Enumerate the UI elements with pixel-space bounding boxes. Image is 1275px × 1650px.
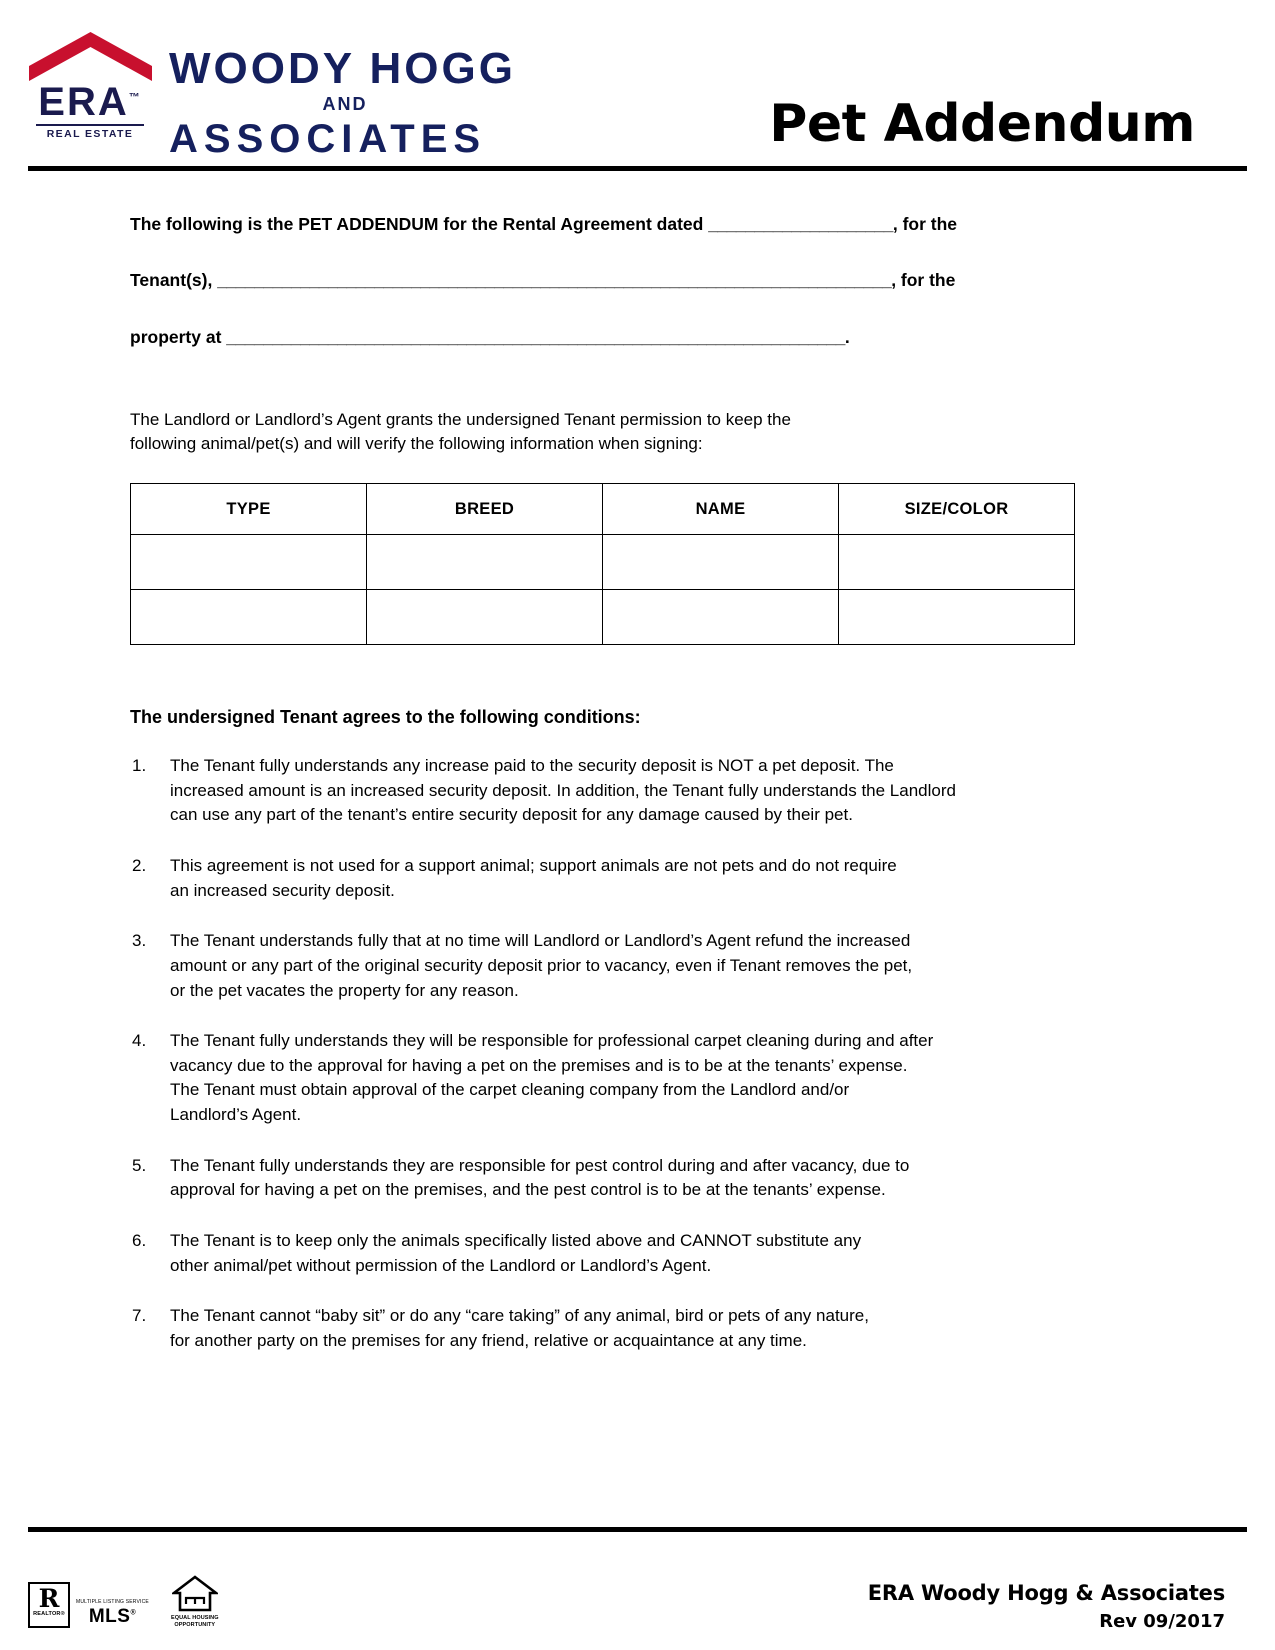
footer-company-block bbox=[868, 1581, 1225, 1632]
cell-type[interactable] bbox=[131, 535, 367, 590]
conditions-list bbox=[130, 754, 1175, 1354]
permission-line-1: The Landlord or Landlord’s Agent grants the undersigned Tenant permission to keep the bbox=[130, 409, 791, 429]
list-item-number: 3. bbox=[132, 931, 147, 951]
equal-housing-icon bbox=[171, 1574, 219, 1628]
list-item-line: an increased security deposit. bbox=[170, 880, 395, 900]
list-item-text bbox=[170, 1029, 1175, 1128]
intro-2-pre: Tenant(s), bbox=[130, 270, 218, 291]
list-item-text bbox=[170, 1154, 1175, 1203]
list-item-text bbox=[170, 929, 1175, 1003]
list-item-line: The Tenant must obtain approval of the carpet cleaning company from the Landlord and/or bbox=[170, 1080, 850, 1100]
list-item-number: 2. bbox=[132, 855, 147, 875]
list-item bbox=[130, 1229, 1175, 1278]
list-item-line: increased amount is an increased security deposit. In addition, the Tenant fully understands the Landlord bbox=[170, 780, 956, 800]
list-item-line: amount or any part of the original security deposit prior to vacancy, even if Tenant removes the pet, bbox=[170, 955, 913, 975]
mls-wordmark: MLS® bbox=[88, 1606, 137, 1627]
cell-name[interactable] bbox=[603, 590, 839, 645]
list-item-line: The Tenant fully understands they will be responsible for professional carpet cleaning during and after bbox=[170, 1031, 934, 1051]
list-item-line: Landlord’s Agent. bbox=[170, 1105, 302, 1125]
era-roof-icon bbox=[28, 30, 153, 82]
list-item-line: This agreement is not used for a support animal; support animals are not pets and do not require bbox=[170, 855, 897, 875]
company-wordmark bbox=[169, 24, 521, 161]
list-item-line: The Tenant fully understands any increase paid to the security deposit is NOT a pet deposit. The bbox=[170, 756, 894, 776]
list-item bbox=[130, 1304, 1175, 1353]
footer-revision: Rev 09/2017 bbox=[1099, 1611, 1225, 1632]
page-title: Pet Addendum bbox=[769, 94, 1195, 154]
intro-3-post: . bbox=[844, 326, 850, 347]
list-item-line: or the pet vacates the property for any reason. bbox=[170, 980, 519, 1000]
list-item-number: 6. bbox=[132, 1231, 147, 1250]
list-item-line: The Tenant cannot “baby sit” or do any “care taking” of any animal, bird or pets of any nature, bbox=[170, 1306, 869, 1326]
list-item-line: vacancy due to the approval for having a pet on the premises and is to be at the tenants’ expense. bbox=[170, 1055, 908, 1075]
mls-tagline: MULTIPLE LISTING SERVICE bbox=[76, 1599, 149, 1606]
intro-2-post: , for the bbox=[891, 270, 956, 291]
wordmark-line-1: WOODY HOGG bbox=[169, 44, 516, 93]
intro-1-pre: The following is the PET ADDENDUM for the Rental Agreement dated bbox=[130, 214, 709, 234]
realtor-letter: R bbox=[38, 1584, 60, 1613]
list-item bbox=[130, 929, 1175, 1003]
intro-line-3 bbox=[130, 324, 1175, 350]
cell-size-color[interactable] bbox=[839, 535, 1075, 590]
list-item bbox=[130, 854, 1175, 903]
realtor-mls-group bbox=[28, 1582, 149, 1628]
intro-1-post: , for the bbox=[892, 214, 958, 234]
footer-logo-group bbox=[28, 1574, 219, 1632]
intro-line-2 bbox=[130, 267, 1175, 293]
cell-type[interactable] bbox=[131, 590, 367, 645]
realtor-label: REALTOR® bbox=[33, 1610, 65, 1617]
cell-breed[interactable] bbox=[367, 535, 603, 590]
list-item bbox=[130, 1154, 1175, 1203]
date-blank[interactable]: ____________________ bbox=[708, 214, 893, 234]
table-header-row bbox=[131, 484, 1075, 535]
list-item-line: The Tenant understands fully that at no time will Landlord or Landlord’s Agent refund the increased bbox=[170, 931, 911, 951]
list-item-number: 7. bbox=[132, 1306, 147, 1326]
list-item-number: 1. bbox=[132, 756, 147, 776]
list-item bbox=[130, 754, 1175, 828]
list-item bbox=[130, 1029, 1175, 1128]
era-logo-icon bbox=[28, 24, 153, 149]
column-header-name: NAME bbox=[603, 484, 839, 535]
era-divider bbox=[36, 124, 144, 126]
list-item-line: other animal/pet without permission of the Landlord or Landlord’s Agent. bbox=[170, 1255, 712, 1275]
column-header-size-color: SIZE/COLOR bbox=[839, 484, 1075, 535]
tenants-blank[interactable]: _________________________________________________________________________ bbox=[217, 270, 892, 291]
cell-breed[interactable] bbox=[367, 590, 603, 645]
cell-size-color[interactable] bbox=[839, 590, 1075, 645]
list-item-text bbox=[170, 1304, 1175, 1353]
list-item-line: approval for having a pet on the premises, and the pest control is to be at the tenants’ expense. bbox=[170, 1180, 886, 1200]
era-sublabel: REAL ESTATE bbox=[46, 128, 134, 140]
list-item-line: can use any part of the tenant’s entire security deposit for any damage caused by their pet. bbox=[170, 805, 853, 825]
table-row bbox=[131, 590, 1075, 645]
footer-company-name: ERA Woody Hogg & Associates bbox=[867, 1581, 1225, 1605]
table-row bbox=[131, 535, 1075, 590]
realtor-icon bbox=[28, 1582, 70, 1628]
house-icon bbox=[172, 1574, 218, 1614]
footer-divider bbox=[28, 1527, 1247, 1532]
era-letters: ERA™ bbox=[38, 80, 142, 124]
permission-paragraph bbox=[130, 408, 1175, 457]
list-item-text bbox=[170, 754, 1175, 828]
mls-icon bbox=[76, 1600, 149, 1628]
intro-line-1 bbox=[130, 211, 1175, 237]
intro-3-pre: property at bbox=[130, 326, 227, 347]
list-item-line: The Tenant fully understands they are responsible for pest control during and after vacancy, due to bbox=[170, 1155, 910, 1175]
pet-table bbox=[130, 483, 1075, 645]
wordmark-line-3: ASSOCIATES bbox=[169, 116, 487, 161]
list-item-line: The Tenant is to keep only the animals specifically listed above and CANNOT substitute any bbox=[170, 1231, 862, 1250]
list-item-number: 4. bbox=[132, 1031, 147, 1051]
document-body bbox=[0, 171, 1275, 1354]
list-item-line: for another party on the premises for any friend, relative or acquaintance at any time. bbox=[170, 1330, 807, 1350]
cell-name[interactable] bbox=[603, 535, 839, 590]
wordmark-line-2: AND bbox=[322, 93, 368, 114]
list-item-text bbox=[170, 854, 1175, 903]
column-header-breed: BREED bbox=[367, 484, 603, 535]
list-item-number: 5. bbox=[132, 1155, 147, 1175]
equal-housing-label: EQUAL HOUSING OPPORTUNITY bbox=[170, 1615, 219, 1628]
document-footer bbox=[28, 1540, 1225, 1632]
conditions-title: The undersigned Tenant agrees to the following conditions: bbox=[130, 707, 641, 728]
document-header bbox=[0, 0, 1275, 160]
property-blank[interactable]: ___________________________________________________________________ bbox=[226, 326, 845, 347]
column-header-type: TYPE bbox=[131, 484, 367, 535]
permission-line-2: following animal/pet(s) and will verify the following information when signing: bbox=[130, 434, 703, 454]
list-item-text bbox=[170, 1229, 1175, 1278]
brand-logo bbox=[28, 24, 521, 161]
